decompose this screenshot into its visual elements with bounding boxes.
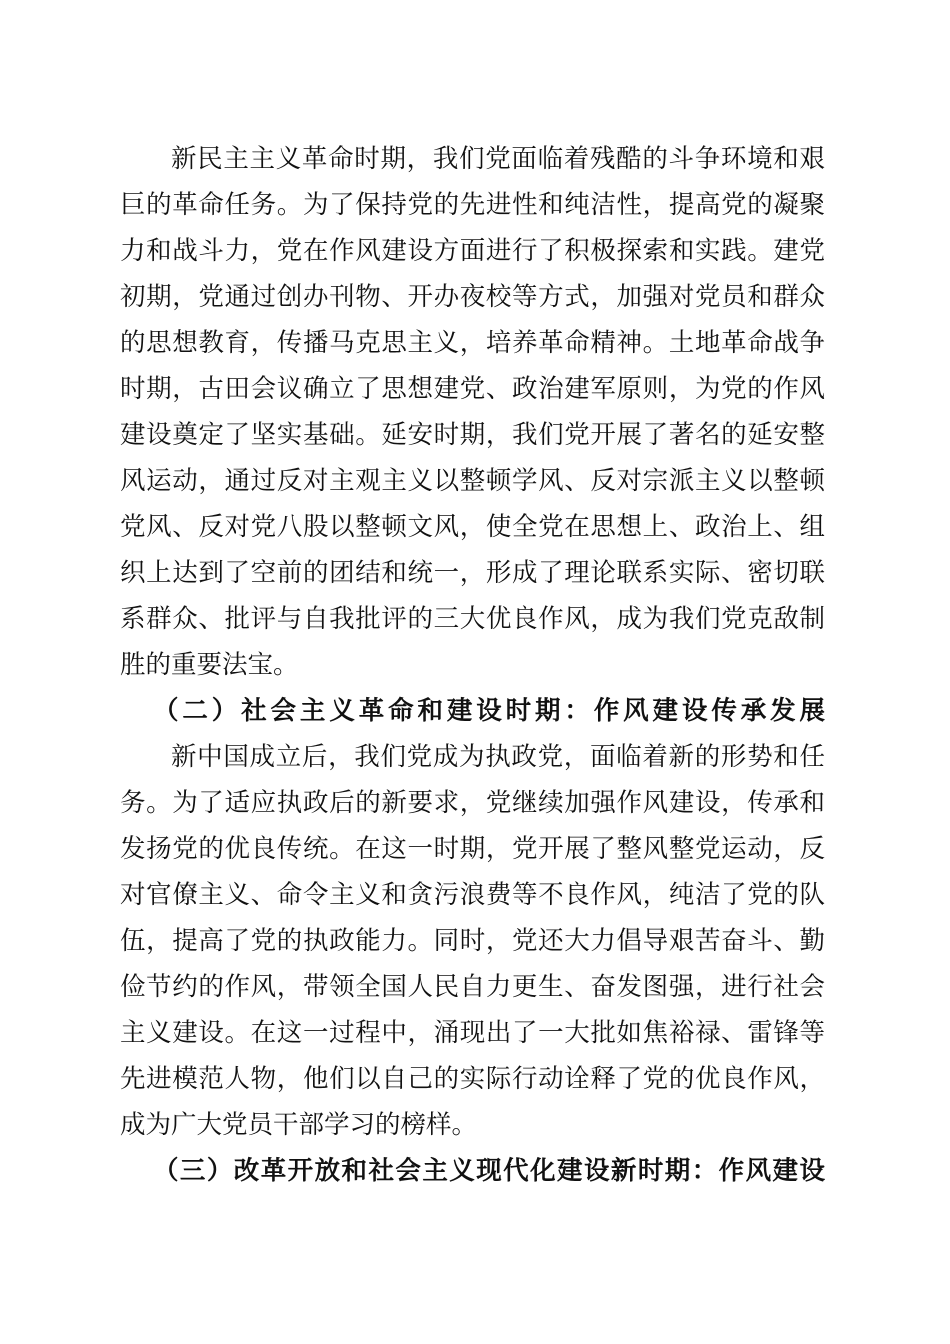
paragraph-1-line-1: 新民主主义革命时期，我们党面临着残酷的斗争环境和艰 bbox=[171, 144, 825, 174]
paragraph-1-line-4: 初期，党通过创办刊物、开办夜校等方式，加强对党员和群众 bbox=[120, 282, 825, 312]
paragraph-1-line-6: 时期，古田会议确立了思想建党、政治建军原则，为党的作风 bbox=[120, 374, 825, 404]
paragraph-2-line-9: 成为广大党员干部学习的榜样。 bbox=[120, 1110, 478, 1140]
section-heading-3: （三）改革开放和社会主义现代化建设新时期：作风建设 bbox=[153, 1156, 825, 1186]
paragraph-1-line-12: 胜的重要法宝。 bbox=[120, 650, 299, 680]
paragraph-1-line-8: 风运动，通过反对主观主义以整顿学风、反对宗派主义以整顿 bbox=[120, 466, 825, 496]
paragraph-1-line-10: 织上达到了空前的团结和统一，形成了理论联系实际、密切联 bbox=[120, 558, 825, 588]
paragraph-2-line-3: 发扬党的优良传统。在这一时期，党开展了整风整党运动，反 bbox=[120, 834, 825, 864]
paragraph-1-line-11: 系群众、批评与自我批评的三大优良作风，成为我们党克敌制 bbox=[120, 604, 825, 634]
paragraph-2-line-6: 俭节约的作风，带领全国人民自力更生、奋发图强，进行社会 bbox=[120, 972, 825, 1002]
paragraph-1-line-5: 的思想教育，传播马克思主义，培养革命精神。土地革命战争 bbox=[120, 328, 825, 358]
paragraph-1-line-2: 巨的革命任务。为了保持党的先进性和纯洁性，提高党的凝聚 bbox=[120, 190, 825, 220]
paragraph-2-line-8: 先进模范人物，他们以自己的实际行动诠释了党的优良作风， bbox=[120, 1064, 825, 1094]
section-heading-2: （二）社会主义革命和建设时期：作风建设传承发展 bbox=[153, 696, 825, 726]
paragraph-1-line-3: 力和战斗力，党在作风建设方面进行了积极探索和实践。建党 bbox=[120, 236, 825, 266]
paragraph-2-line-1: 新中国成立后，我们党成为执政党，面临着新的形势和任 bbox=[171, 742, 825, 772]
paragraph-1-line-7: 建设奠定了坚实基础。延安时期，我们党开展了著名的延安整 bbox=[120, 420, 825, 450]
paragraph-2-line-2: 务。为了适应执政后的新要求，党继续加强作风建设，传承和 bbox=[120, 788, 825, 818]
paragraph-2-line-4: 对官僚主义、命令主义和贪污浪费等不良作风，纯洁了党的队 bbox=[120, 880, 825, 910]
paragraph-1-line-9: 党风、反对党八股以整顿文风，使全党在思想上、政治上、组 bbox=[120, 512, 825, 542]
paragraph-2-line-7: 主义建设。在这一过程中，涌现出了一大批如焦裕禄、雷锋等 bbox=[120, 1018, 825, 1048]
paragraph-2-line-5: 伍，提高了党的执政能力。同时，党还大力倡导艰苦奋斗、勤 bbox=[120, 926, 825, 956]
